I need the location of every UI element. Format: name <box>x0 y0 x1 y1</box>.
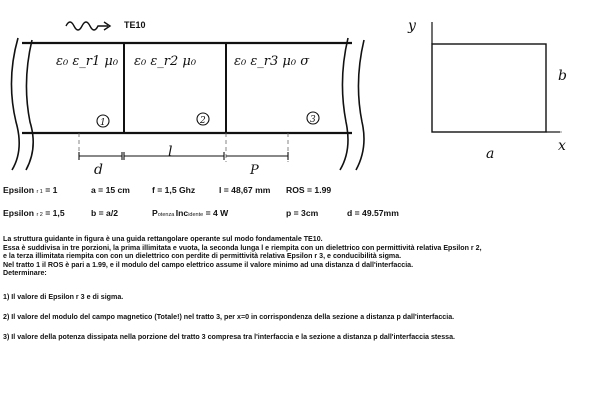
param-b: b = a/2 <box>91 208 118 218</box>
param-ros: ROS = 1.99 <box>286 185 332 195</box>
param-p: p = 3cm <box>286 208 319 218</box>
eps-r2: Epsilon r 2 = 1,5 <box>3 208 65 218</box>
dim-l-label: l <box>168 144 173 160</box>
description-line: Nel tratto 1 il ROS è pari a 1.99, e il modulo del campo elettrico assume il valore minimo ad una distanza d dall'interfaccia. <box>3 260 414 269</box>
region-2-number: 2 <box>200 116 206 126</box>
dim-p-label: P <box>250 163 259 178</box>
dim-d-label: d <box>94 162 103 178</box>
dim-b-label: b <box>558 68 567 84</box>
question-3: 3) Il valore della potenza dissipata nella porzione del tratto 3 compresa tra l'interfaccia e la sezione a distanza p dall'interfaccia stessa. <box>3 333 456 341</box>
region-1-label: ε₀ ε_r1 μ₀ <box>56 54 119 69</box>
question-1: 1) Il valore di Epsilon r 3 e di sigma. <box>3 293 124 301</box>
region-3-label: ε₀ ε_r3 μ₀ σ <box>234 54 310 69</box>
problem-description <box>3 235 597 278</box>
param-d: d = 49.57mm <box>347 208 399 218</box>
cross-section-rect <box>432 44 546 132</box>
param-a: a = 15 cm <box>91 185 130 195</box>
region-2-label: ε₀ ε_r2 μ₀ <box>134 54 197 69</box>
region-1-number: 1 <box>100 118 106 128</box>
waveguide-figure <box>0 0 600 180</box>
break-mark-left-outer <box>11 38 19 170</box>
param-f: f = 1,5 Ghz <box>152 185 196 195</box>
mode-label: TE10 <box>124 20 146 30</box>
incident-wave-icon <box>66 22 108 30</box>
param-power: Potenza Incidente = 4 W <box>152 208 229 218</box>
axis-x-label: x <box>558 138 566 154</box>
eps-r1: Epsilon r 1 = 1 <box>3 185 58 195</box>
dim-a-label: a <box>486 146 495 162</box>
description-line: Determinare: <box>3 269 47 278</box>
axis-y-label: y <box>408 18 416 34</box>
description-line: e la terza illimitata riempita con con un dielettrico con perdite di permittività relativa Epsilon r 3, e conducibilità sigma. <box>3 252 402 261</box>
param-l: l = 48,67 mm <box>219 185 271 195</box>
break-mark-right-outer <box>340 38 348 170</box>
break-mark-right-inner <box>356 40 364 170</box>
description-line: La struttura guidante in figura è una guida rettangolare operante sul modo fondamentale TE10. <box>3 235 323 243</box>
break-mark-left-inner <box>26 40 33 170</box>
description-line: Essa è suddivisa in tre porzioni, la prima illimitata e vuota, la seconda lunga l e riempita con un dielettrico con permittività relativa Epsilon r 2, <box>3 243 482 252</box>
region-3-number: 3 <box>310 115 316 125</box>
question-2: 2) Il valore del modulo del campo magnetico (Totale!) nel tratto 3, per x=0 in corrispondenza della sezione a distanza p dall'interfaccia. <box>3 313 455 321</box>
